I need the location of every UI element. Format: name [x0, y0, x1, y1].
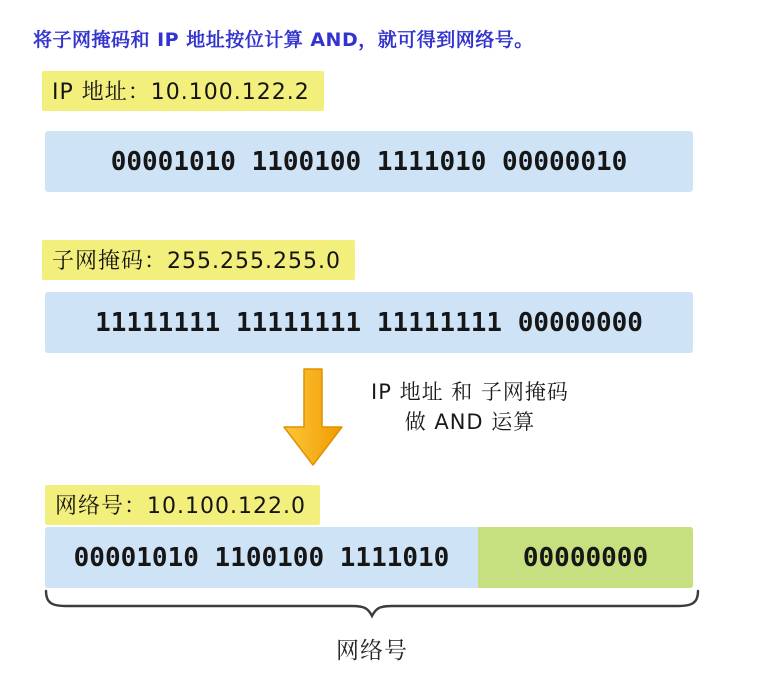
ip-binary-bar [45, 131, 693, 192]
ip-binary-value: 00001010 1100100 1111010 00000010 [110, 146, 628, 177]
ip-address-label: IP 地址：10.100.122.2 [42, 71, 324, 111]
and-operation-caption-line2: 做 AND 运算 [404, 410, 536, 434]
mask-binary-bar [45, 292, 693, 353]
result-binary-bar [45, 527, 693, 588]
underbrace-icon [42, 589, 702, 621]
down-arrow-icon [281, 368, 345, 467]
and-operation-caption [352, 377, 588, 437]
result-network-bits: 00001010 1100100 1111010 [73, 542, 450, 573]
and-operation-caption-line1: IP 地址 和 子网掩码 [371, 380, 569, 404]
diagram-title: 将子网掩码和 IP 地址按位计算 AND，就可得到网络号。 [33, 29, 534, 51]
result-host-bits: 00000000 [522, 542, 649, 573]
mask-binary-value: 11111111 11111111 11111111 00000000 [95, 307, 643, 338]
result-host-bits-segment [478, 527, 693, 588]
subnet-mask-label: 子网掩码：255.255.255.0 [42, 240, 355, 280]
result-network-bits-segment [45, 527, 478, 588]
brace-caption: 网络号 [336, 638, 408, 664]
network-number-label: 网络号：10.100.122.0 [45, 485, 320, 525]
